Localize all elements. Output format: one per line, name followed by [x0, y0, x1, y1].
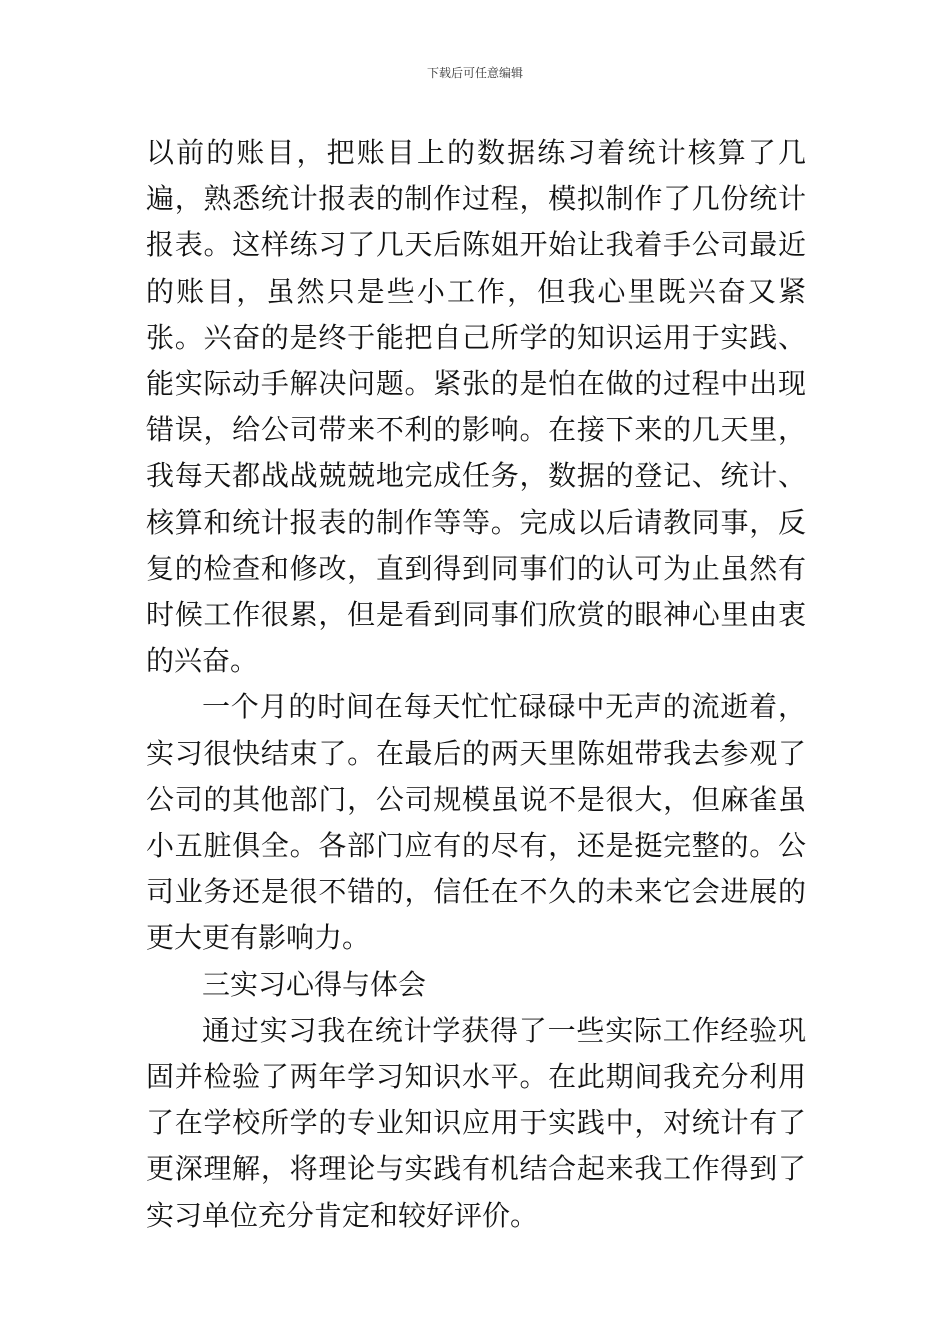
header-note: 下载后可任意编辑 [426, 66, 523, 80]
document-body [146, 130, 806, 1239]
paragraph: 以前的账目，把账目上的数据练习着统计核算了几遍，熟悉统计报表的制作过程，模拟制作了几份统计报表。这样练习了几天后陈姐开始让我着手公司最近的账目，虽然只是些小工作，但我心里既兴奋又紧张。兴奋的是终于能把自己所学的知识运用于实践、能实际动手解决问题。紧张的是怕在做的过程中出现错误，给公司带来不利的影响。在接下来的几天里，我每天都战战兢兢地完成任务，数据的登记、统计、核算和统计报表的制作等等。完成以后请教同事，反复的检查和修改，直到得到同事们的认可为止虽然有时候工作很累，但是看到同事们欣赏的眼神心里由衷的兴奋。 [146, 136, 806, 678]
section-heading: 三实习心得与体会 [202, 967, 427, 1001]
paragraph: 一个月的时间在每天忙忙碌碌中无声的流逝着，实习很快结束了。在最后的两天里陈姐带我去参观了公司的其他部门，公司规模虽说不是很大，但麻雀虽小五脏俱全。各部门应有的尽有，还是挺完整的。公司业务还是很不错的，信任在不久的未来它会进展的更大更有影响力。 [146, 690, 806, 955]
paragraph: 通过实习我在统计学获得了一些实际工作经验巩固并检验了两年学习知识水平。在此期间我充分利用了在学校所学的专业知识应用于实践中，对统计有了更深理解，将理论与实践有机结合起来我工作得到了实习单位充分肯定和较好评价。 [146, 1013, 806, 1232]
